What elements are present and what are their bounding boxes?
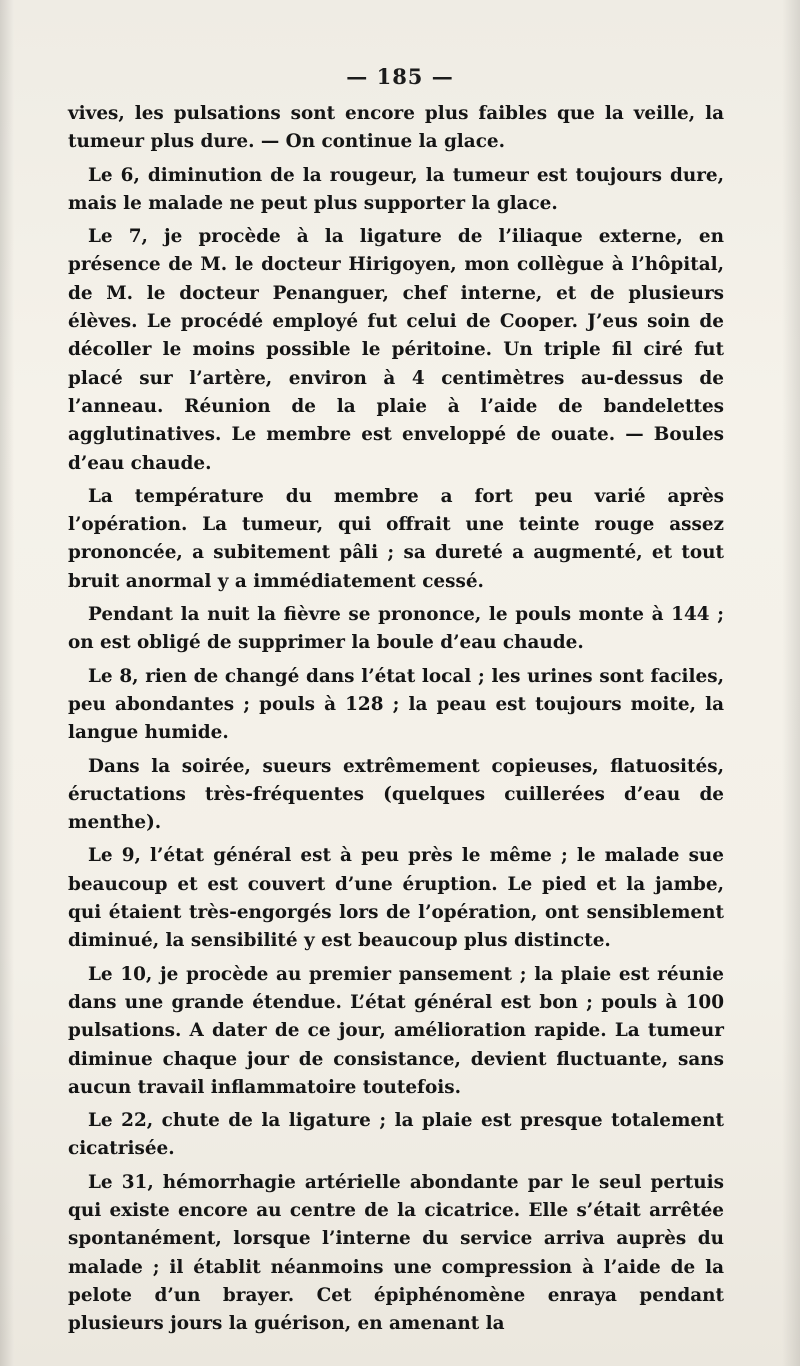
paragraph: vives, les pulsations sont encore plus faibles que la veille, la tumeur plus dure. — On continue la glace. [68,103,724,153]
paragraph: Le 7, je procède à la ligature de l’iliaque externe, en présence de M. le docteur Hirigoyen, mon collègue à l’hôpital, de M. le docteur Penanguer, chef interne, et de plusieurs élèves. Le procédé employé fut celui de Cooper. J’eus soin de décoller le moins possible le péritoine. Un triple fil ciré fut placé sur l’artère, environ à 4 centimètres au-dessus de l’anneau. Réunion de la plaie à l’aide de bandelettes agglutinatives. Le membre est enveloppé de ouate. — Boules d’eau chaude. [68,226,724,474]
paragraph: Le 22, chute de la ligature ; la plaie est presque totalement cicatrisée. [68,1110,724,1160]
paragraph: Dans la soirée, sueurs extrêmement copieuses, flatuosités, éructations très-fréquentes (quelques cuillerées d’eau de menthe). [68,755,724,834]
paragraph: La température du membre a fort peu varié après l’opération. La tumeur, qui offrait une teinte rouge assez prononcée, a subitement pâli ; sa dureté a augmenté, et tout bruit anormal y a immédiatement cessé. [68,485,724,592]
page-number: — 185 — [346,64,454,89]
paragraph: Le 8, rien de changé dans l’état local ; les urines sont faciles, peu abondantes ; pouls à 128 ; la peau est toujours moite, la langue humide. [68,665,724,744]
body-text [68,100,724,1343]
page-fold-shadow [0,0,14,1366]
paragraph: Le 9, l’état général est à peu près le même ; le malade sue beaucoup et est couvert d’une éruption. Le pied et la jambe, qui étaient très-engorgés lors de l’opération, ont sensiblement diminué, la sensibilité y est beaucoup plus distincte. [68,845,724,952]
paragraph: Pendant la nuit la fièvre se prononce, le pouls monte à 144 ; on est obligé de supprimer la boule d’eau chaude. [68,604,724,654]
page-edge-shadow [782,0,800,1366]
paragraph: Le 31, hémorrhagie artérielle abondante par le seul pertuis qui existe encore au centre de la cicatrice. Elle s’était arrêtée spontanément, lorsque l’interne du service arriva auprès du malade ; il établit néanmoins une compression à l’aide de la pelote d’un brayer. Cet épiphénomène enraya pendant plusieurs jours la guérison, en amenant la [68,1171,724,1335]
paragraph: Le 6, diminution de la rougeur, la tumeur est toujours dure, mais le malade ne peut plus supporter la glace. [68,164,724,214]
paragraph: Le 10, je procède au premier pansement ; la plaie est réunie dans une grande étendue. L’état général est bon ; pouls à 100 pulsations. A dater de ce jour, amélioration rapide. La tumeur diminue chaque jour de consistance, devient fluctuante, sans aucun travail inflammatoire toutefois. [68,963,724,1098]
